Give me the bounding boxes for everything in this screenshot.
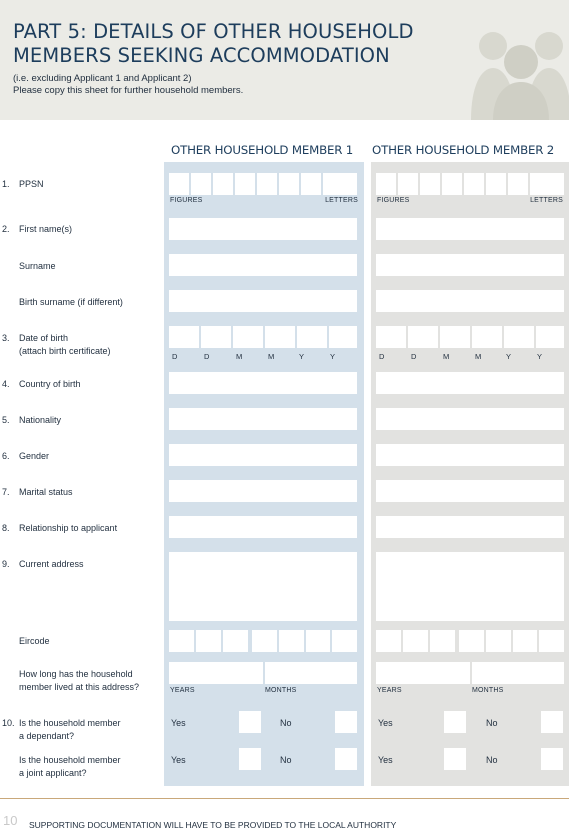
label-text: Nationality xyxy=(19,415,62,425)
dob-cell[interactable] xyxy=(440,326,470,348)
ppsn-cell[interactable] xyxy=(530,173,564,195)
label-how-long xyxy=(0,668,139,694)
member-1-column xyxy=(164,162,364,786)
label-text: PPSN xyxy=(19,179,44,189)
label-text: First name(s) xyxy=(19,224,73,234)
joint-yes-checkbox[interactable] xyxy=(239,748,261,770)
joint-yes-label: Yes xyxy=(378,755,393,765)
surname-input[interactable] xyxy=(169,254,357,276)
title-line-1: PART 5: DETAILS OF OTHER HOUSEHOLD xyxy=(13,20,414,43)
label-marital-status xyxy=(0,486,73,499)
ppsn-cell[interactable] xyxy=(257,173,277,195)
gender-input[interactable] xyxy=(169,444,357,466)
label-number: 4. xyxy=(2,379,10,389)
dob-caption-m: M xyxy=(443,352,450,361)
eircode-cell[interactable] xyxy=(306,630,330,652)
label-number: 6. xyxy=(2,451,10,461)
joint-no-checkbox[interactable] xyxy=(335,748,357,770)
dob-caption-y: Y xyxy=(537,352,543,361)
figures-caption: FIGURES xyxy=(377,197,410,204)
dob-caption-d: D xyxy=(204,352,210,361)
label-first-name xyxy=(0,223,72,236)
relationship-input[interactable] xyxy=(376,516,564,538)
label-text: Marital status xyxy=(19,487,73,497)
label-text: a joint applicant? xyxy=(19,768,87,778)
ppsn-cell[interactable] xyxy=(464,173,484,195)
ppsn-cell[interactable] xyxy=(323,173,357,195)
letters-caption: LETTERS xyxy=(325,197,358,204)
label-text: (attach birth certificate) xyxy=(19,346,111,356)
joint-no-label: No xyxy=(486,755,498,765)
current-address-input[interactable] xyxy=(376,552,564,621)
letters-caption: LETTERS xyxy=(530,197,563,204)
eircode-cell[interactable] xyxy=(252,630,277,652)
label-text: Eircode xyxy=(19,636,50,646)
eircode-cell[interactable] xyxy=(279,630,304,652)
eircode-cell[interactable] xyxy=(196,630,221,652)
dob-caption-d: D xyxy=(411,352,417,361)
dob-caption-y: Y xyxy=(506,352,512,361)
member-2-column xyxy=(371,162,569,786)
label-text: a dependant? xyxy=(19,731,75,741)
eircode-cell[interactable] xyxy=(223,630,248,652)
label-number: 10. xyxy=(2,718,15,728)
ppsn-cell[interactable] xyxy=(442,173,462,195)
dob-cell[interactable] xyxy=(265,326,295,348)
label-number: 2. xyxy=(2,224,10,234)
ppsn-cell[interactable] xyxy=(508,173,528,195)
dependant-yes-label: Yes xyxy=(378,718,393,728)
label-birth-surname xyxy=(0,296,123,309)
ppsn-cell[interactable] xyxy=(301,173,321,195)
label-text: Surname xyxy=(19,261,56,271)
label-number: 3. xyxy=(2,333,10,343)
ppsn-cell[interactable] xyxy=(235,173,255,195)
ppsn-cell[interactable] xyxy=(279,173,299,195)
ppsn-cell[interactable] xyxy=(486,173,506,195)
country-of-birth-input[interactable] xyxy=(376,372,564,394)
page-header xyxy=(0,0,569,120)
dependant-yes-checkbox[interactable] xyxy=(444,711,466,733)
label-country-of-birth xyxy=(0,378,81,391)
dependant-yes-label: Yes xyxy=(171,718,186,728)
dob-cell[interactable] xyxy=(408,326,438,348)
months-caption: MONTHS xyxy=(265,687,297,694)
dob-caption-m: M xyxy=(236,352,243,361)
ppsn-cell[interactable] xyxy=(420,173,440,195)
label-number: 5. xyxy=(2,415,10,425)
country-of-birth-input[interactable] xyxy=(169,372,357,394)
eircode-cell[interactable] xyxy=(539,630,564,652)
dependant-no-checkbox[interactable] xyxy=(335,711,357,733)
first-name-input[interactable] xyxy=(376,218,564,240)
joint-no-label: No xyxy=(280,755,292,765)
label-text: member lived at this address? xyxy=(19,682,140,692)
joint-no-checkbox[interactable] xyxy=(541,748,563,770)
label-relationship xyxy=(0,522,117,535)
label-ppsn xyxy=(0,178,44,191)
label-current-address xyxy=(0,558,84,571)
label-text: Is the household member xyxy=(19,755,121,765)
label-number: 1. xyxy=(2,179,10,189)
page-title xyxy=(13,20,414,68)
months-input[interactable] xyxy=(472,662,564,684)
label-nationality xyxy=(0,414,61,427)
dob-cell[interactable] xyxy=(201,326,231,348)
ppsn-cell[interactable] xyxy=(169,173,189,195)
label-text: Country of birth xyxy=(19,379,81,389)
label-gender xyxy=(0,450,49,463)
label-text: Is the household member xyxy=(19,718,121,728)
column-heading-member-2: OTHER HOUSEHOLD MEMBER 2 xyxy=(372,143,555,157)
dob-cell[interactable] xyxy=(504,326,534,348)
eircode-cell[interactable] xyxy=(376,630,401,652)
dob-caption-d: D xyxy=(172,352,178,361)
page-subtitle xyxy=(13,73,243,97)
dob-cell[interactable] xyxy=(472,326,502,348)
joint-yes-label: Yes xyxy=(171,755,186,765)
months-input[interactable] xyxy=(265,662,357,684)
dob-caption-y: Y xyxy=(330,352,336,361)
dependant-no-label: No xyxy=(280,718,292,728)
dependant-no-checkbox[interactable] xyxy=(541,711,563,733)
gender-input[interactable] xyxy=(376,444,564,466)
label-joint-applicant xyxy=(0,754,121,780)
current-address-input[interactable] xyxy=(169,552,357,621)
footer-note: SUPPORTING DOCUMENTATION WILL HAVE TO BE PROVIDED TO THE LOCAL AUTHORITY xyxy=(29,820,397,828)
surname-input[interactable] xyxy=(376,254,564,276)
nationality-input[interactable] xyxy=(169,408,357,430)
household-people-icon xyxy=(469,16,569,120)
first-name-input[interactable] xyxy=(169,218,357,240)
ppsn-cell[interactable] xyxy=(213,173,233,195)
page-number: 10 xyxy=(3,813,18,828)
years-input[interactable] xyxy=(376,662,470,684)
title-line-2: MEMBERS SEEKING ACCOMMODATION xyxy=(13,44,390,67)
dependant-no-label: No xyxy=(486,718,498,728)
birth-surname-input[interactable] xyxy=(169,290,357,312)
ppsn-cell[interactable] xyxy=(398,173,418,195)
label-text: Date of birth xyxy=(19,333,69,343)
label-surname xyxy=(0,260,56,273)
relationship-input[interactable] xyxy=(169,516,357,538)
eircode-cell[interactable] xyxy=(403,630,428,652)
label-eircode xyxy=(0,635,50,648)
marital-status-input[interactable] xyxy=(376,480,564,502)
label-number: 7. xyxy=(2,487,10,497)
dob-cell[interactable] xyxy=(169,326,199,348)
dob-caption-m: M xyxy=(475,352,482,361)
label-text: Current address xyxy=(19,559,84,569)
figures-caption: FIGURES xyxy=(170,197,203,204)
eircode-cell[interactable] xyxy=(513,630,537,652)
column-heading-member-1: OTHER HOUSEHOLD MEMBER 1 xyxy=(171,143,354,157)
dob-cell[interactable] xyxy=(376,326,406,348)
years-caption: YEARS xyxy=(377,687,402,694)
dob-cell[interactable] xyxy=(297,326,327,348)
years-input[interactable] xyxy=(169,662,263,684)
label-text: Relationship to applicant xyxy=(19,523,118,533)
eircode-cell[interactable] xyxy=(169,630,194,652)
label-text: Birth surname (if different) xyxy=(19,297,123,307)
eircode-cell[interactable] xyxy=(332,630,357,652)
eircode-cell[interactable] xyxy=(486,630,511,652)
years-caption: YEARS xyxy=(170,687,195,694)
label-text: Gender xyxy=(19,451,50,461)
nationality-input[interactable] xyxy=(376,408,564,430)
eircode-cell[interactable] xyxy=(430,630,455,652)
marital-status-input[interactable] xyxy=(169,480,357,502)
ppsn-cell[interactable] xyxy=(191,173,211,195)
subtitle-line-1: (i.e. excluding Applicant 1 and Applicant 2) xyxy=(13,73,192,84)
label-number: 8. xyxy=(2,523,10,533)
label-text: How long has the household xyxy=(19,669,133,679)
dependant-yes-checkbox[interactable] xyxy=(239,711,261,733)
dob-cell[interactable] xyxy=(233,326,263,348)
months-caption: MONTHS xyxy=(472,687,504,694)
label-dependant xyxy=(0,717,121,743)
label-date-of-birth xyxy=(0,332,111,358)
label-number: 9. xyxy=(2,559,10,569)
subtitle-line-2: Please copy this sheet for further household members. xyxy=(13,85,244,96)
dob-caption-d: D xyxy=(379,352,385,361)
ppsn-cell[interactable] xyxy=(376,173,396,195)
dob-cell[interactable] xyxy=(329,326,357,348)
joint-yes-checkbox[interactable] xyxy=(444,748,466,770)
footer-rule xyxy=(0,798,569,799)
birth-surname-input[interactable] xyxy=(376,290,564,312)
dob-caption-y: Y xyxy=(299,352,305,361)
dob-caption-m: M xyxy=(268,352,275,361)
eircode-cell[interactable] xyxy=(459,630,484,652)
dob-cell[interactable] xyxy=(536,326,564,348)
